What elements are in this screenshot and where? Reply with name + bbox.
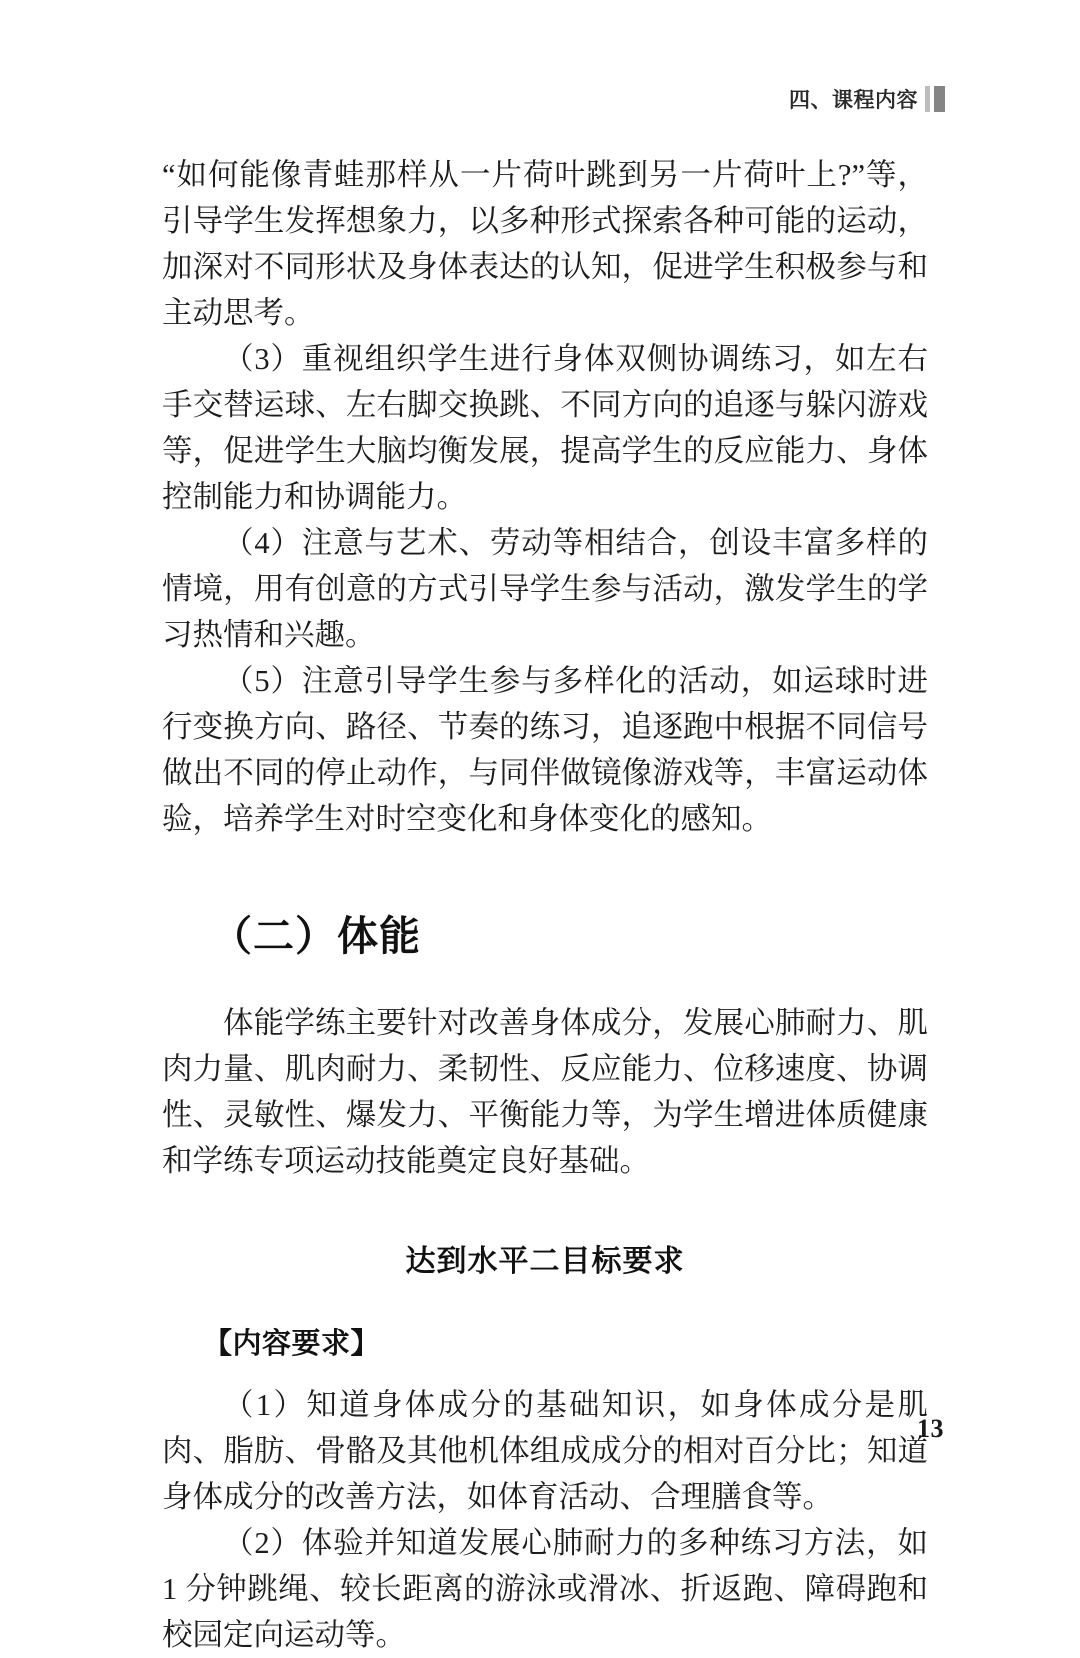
section-intro-paragraph: 体能学练主要针对改善身体成分，发展心肺耐力、肌肉力量、肌肉耐力、柔韧性、反应能力、位移速度、协调性、灵敏性、爆发力、平衡能力等，为学生增进体质健康和学练专项运动技能奠定良好基础。 xyxy=(162,1006,928,1178)
paragraph-continued: “如何能像青蛙那样从一片荷叶跳到另一片荷叶上?”等，引导学生发挥想象力，以多种形式探索各种可能的运动，加深对不同形状及身体表达的认知，促进学生积极参与和主动思考。 xyxy=(162,158,928,330)
content-requirements-heading: 【内容要求】 xyxy=(203,1328,381,1360)
header-rule-decoration xyxy=(925,86,945,112)
page-content xyxy=(162,152,928,1658)
header-rule-thin-icon xyxy=(925,86,930,112)
paragraph-item-3: （3）重视组织学生进行身体双侧协调练习，如左右手交替运球、左右脚交换跳、不同方向的追逐与躲闪游戏等，促进学生大脑均衡发展，提高学生的反应能力、身体控制能力和协调能力。 xyxy=(162,342,928,514)
spacer-before-level-heading xyxy=(162,1184,928,1240)
requirement-item-2: （2）体验并知道发展心肺耐力的多种练习方法，如 1 分钟跳绳、较长距离的游泳或滑冰、折返跑、障碍跑和校园定向运动等。 xyxy=(162,1526,928,1652)
paragraph-item-4: （4）注意与艺术、劳动等相结合，创设丰富多样的情境，用有创意的方式引导学生参与活动，激发学生的学习热情和兴趣。 xyxy=(162,526,928,652)
paragraph-item-5: （5）注意引导学生参与多样化的活动，如运球时进行变换方向、路径、节奏的练习，追逐跑中根据不同信号做出不同的停止动作，与同伴做镜像游戏等，丰富运动体验，培养学生对时空变化和身体变化的感知。 xyxy=(162,664,928,836)
spacer-after-section-heading xyxy=(162,962,928,1000)
running-header-title: 四、课程内容 xyxy=(789,88,918,112)
level-objective-heading: 达到水平二目标要求 xyxy=(405,1245,685,1278)
header-rule-thick-icon xyxy=(934,86,945,112)
running-header xyxy=(789,84,945,114)
section-heading-physical-fitness: （二）体能 xyxy=(211,913,421,959)
spacer-before-section-heading xyxy=(162,842,928,910)
spacer-before-requirements-heading xyxy=(162,1284,928,1322)
page-number: 13 xyxy=(917,1414,944,1443)
spacer-after-requirements-heading xyxy=(162,1366,928,1382)
requirement-item-1: （1）知道身体成分的基础知识，如身体成分是肌肉、脂肪、骨骼及其他机体组成成分的相对百分比；知道身体成分的改善方法，如体育活动、合理膳食等。 xyxy=(162,1388,928,1514)
